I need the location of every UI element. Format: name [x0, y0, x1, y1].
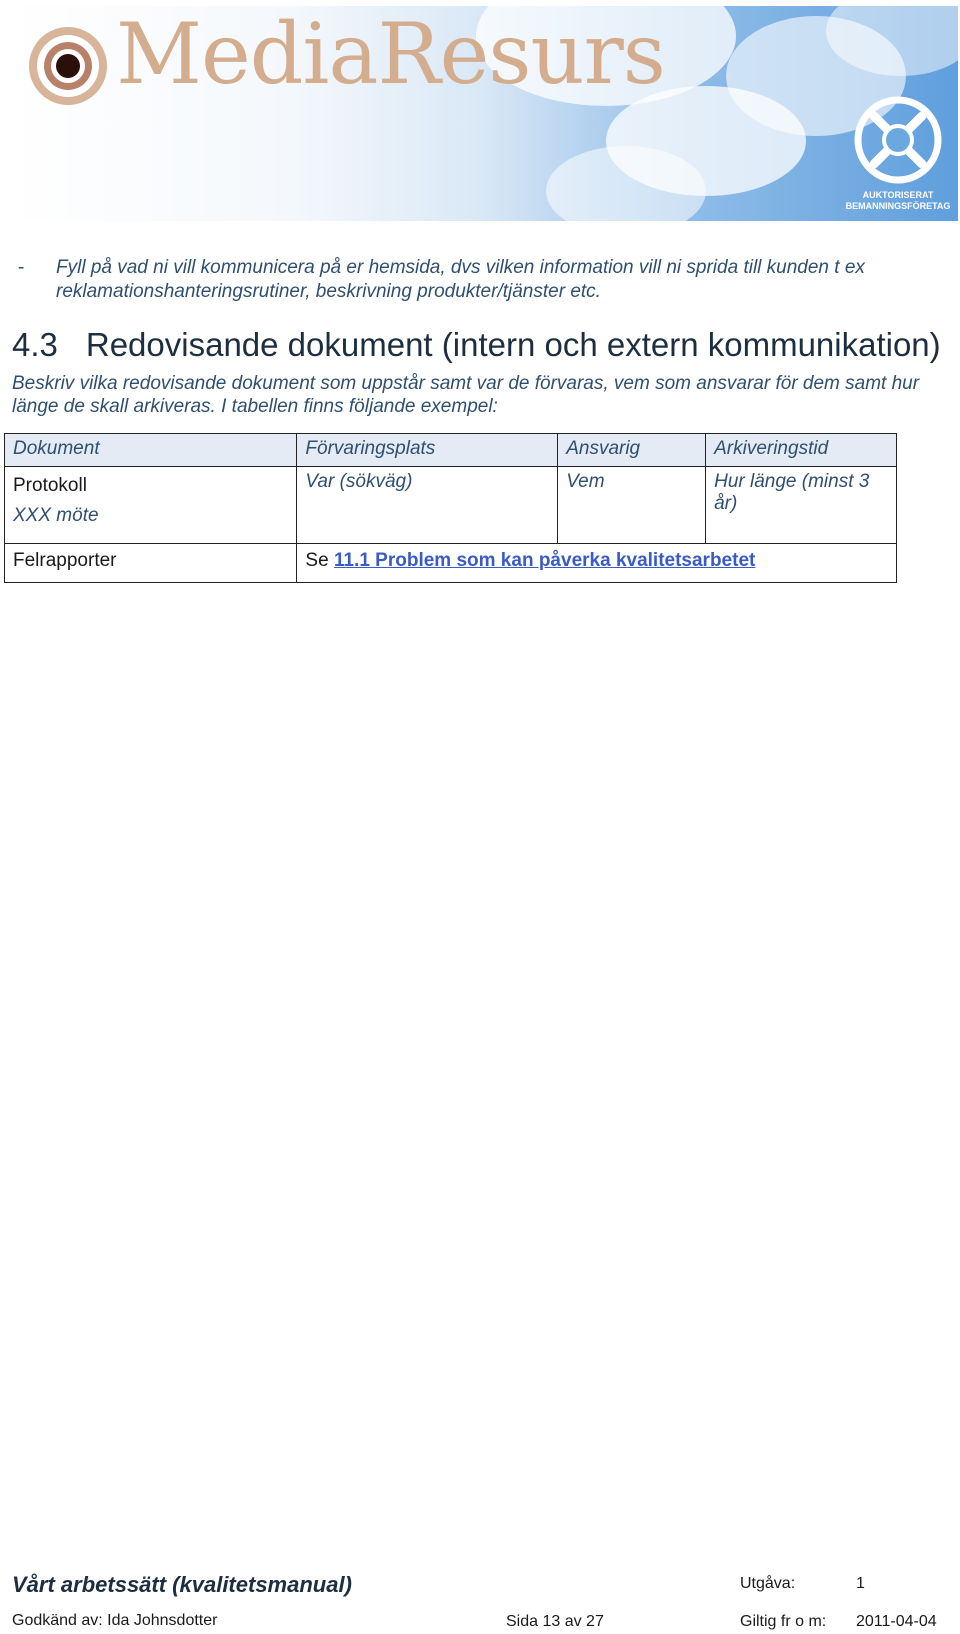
header-banner	[6, 6, 958, 221]
document-name: Protokoll	[13, 475, 87, 496]
table-cell	[5, 467, 297, 544]
table-row	[5, 467, 897, 544]
section-heading	[12, 326, 952, 364]
table-cell	[558, 467, 706, 544]
edition-label: Utgåva:	[740, 1575, 796, 1592]
target-logo-icon	[26, 24, 110, 108]
approved-by: Godkänd av: Ida Johnsdotter	[12, 1612, 218, 1629]
responsible: Vem	[566, 471, 605, 492]
document-name: Felrapporter	[13, 550, 117, 571]
table-row	[5, 544, 897, 583]
table-cell	[297, 544, 897, 583]
document-table	[4, 433, 897, 583]
bullet-text: Fyll på vad ni vill kommunicera på er hemsida, dvs vilken information vill ni sprida till kunden t ex reklamationshanteringsrutiner, beskrivning produkter/tjänster etc.	[56, 257, 865, 302]
column-header: Ansvarig	[558, 434, 706, 467]
bullet-dash: -	[18, 257, 25, 278]
section-intro: Beskriv vilka redovisande dokument som uppstår samt var de förvaras, vem som ansvarar för dem samt hur länge de skall arkiveras. I tabellen finns följande exempel:	[12, 373, 920, 417]
certification-badge-icon	[852, 94, 944, 186]
logo-text: MediaResurs	[116, 6, 665, 103]
column-header: Arkiveringstid	[706, 434, 897, 467]
edition-value: 1	[856, 1575, 865, 1592]
page-number: Sida 13 av 27	[506, 1613, 604, 1630]
table-header-row	[5, 434, 897, 467]
retention-time: Hur länge (minst 3 år)	[714, 471, 870, 514]
column-header: Förvaringsplats	[297, 434, 558, 467]
badge-text: AUKTORISERAT BEMANNINGSFÖRETAG	[845, 190, 951, 211]
table-cell	[706, 467, 897, 544]
bullet-item	[18, 256, 938, 304]
section-number: 4.3	[12, 326, 58, 363]
column-header: Dokument	[5, 434, 297, 467]
section-link[interactable]: 11.1 Problem som kan påverka kvalitetsarbetet	[333, 550, 756, 571]
document-example: XXX möte	[13, 505, 99, 526]
footer-title: Vårt arbetssätt (kvalitetsmanual)	[12, 1572, 352, 1597]
section-title: Redovisande dokument (intern och extern kommunikation)	[85, 326, 941, 363]
table-cell	[5, 544, 297, 583]
valid-from-date: 2011-04-04	[856, 1613, 937, 1630]
table-cell	[297, 467, 558, 544]
valid-from-label: Giltig fr o m:	[740, 1613, 827, 1630]
storage-place: Var (sökväg)	[305, 471, 413, 492]
reference-prefix: Se	[305, 550, 329, 571]
